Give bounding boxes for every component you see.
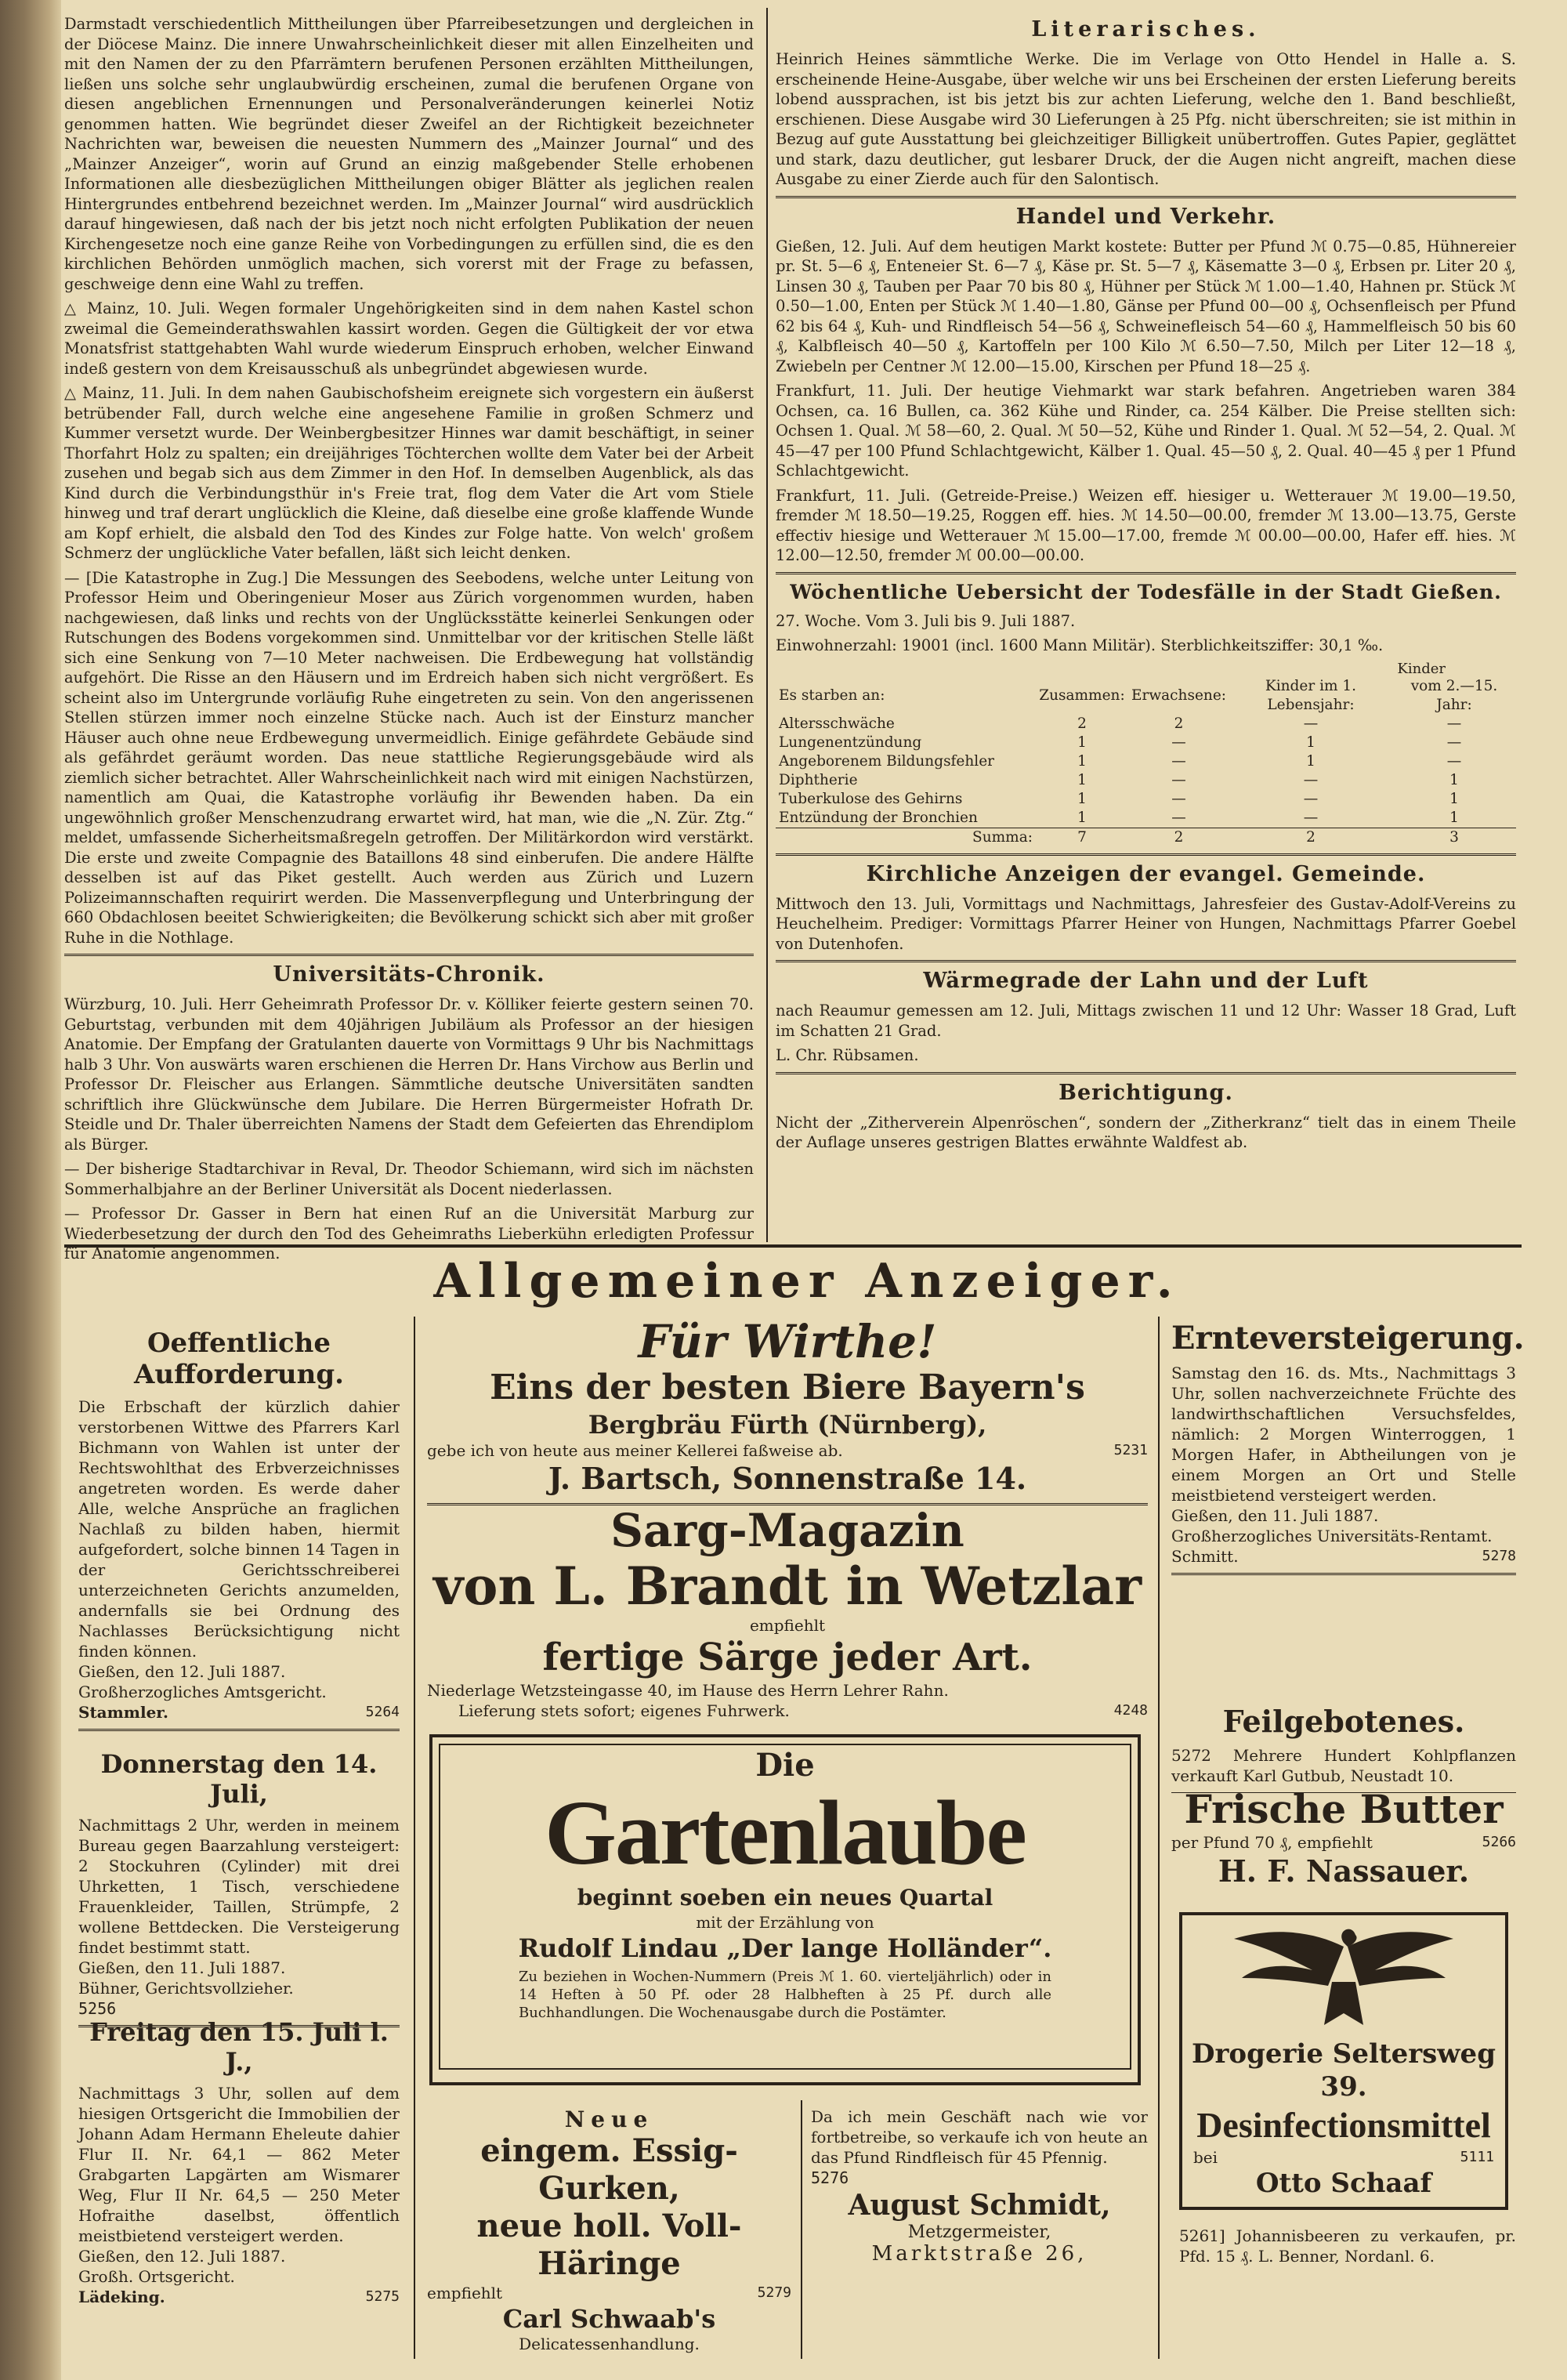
ad-number: 4248 bbox=[1113, 1702, 1148, 1719]
ad-date: Gießen, den 12. Juli 1887. bbox=[78, 2247, 286, 2266]
tod-population: Einwohnerzahl: 19001 (incl. 1600 Mann Militär). Sterblichkeitsziffer: 30,1 ‰. bbox=[776, 636, 1384, 654]
ad-title: Donnerstag den 14. Juli, bbox=[100, 1749, 378, 1809]
ad-number: 5264 bbox=[365, 1704, 400, 1720]
table-cell: Tuberkulose des Gehirns bbox=[779, 790, 963, 807]
ad-bei: bei bbox=[1193, 2148, 1218, 2167]
ad-title: Freitag den 15. Juli l. J., bbox=[89, 2017, 389, 2077]
ad-sign: Stammler. bbox=[78, 1703, 168, 1722]
table-cell: 2 bbox=[1174, 715, 1184, 732]
ad-text: empfiehlt bbox=[749, 1616, 826, 1635]
ad-number: 5266 bbox=[1482, 1834, 1516, 1850]
table-cell: 2 bbox=[1077, 715, 1087, 732]
lit-paragraph: Heinrich Heines sämmtliche Werke. Die im Verlage von Otto Hendel in Halle a. S. erscheinende Heine-Ausgabe, über welche wir uns bei Erscheinen der ersten Lieferung bereits lobend aussprachen, ist bis jetzt bis zur achten Lieferung, welche den 1. Band beschließt, erschienen. Diese Ausgabe wird 30 Lieferungen à 25 Pfg. nicht überschreiten; sie ist mithin in Bezug auf gute Ausstattung bei gleichzeitiger Billigkeit unübertroffen. Gutes Papier, geglättet und stark, dazu deutlicher, gut lesbarer Druck, der die Augen nicht angreift, machen diese Ausgabe zu einer Zierde auch für den Salontisch. bbox=[776, 50, 1516, 188]
ad-title: Sarg-Magazin bbox=[610, 1504, 964, 1557]
ad-sign: Lädeking. bbox=[78, 2288, 165, 2306]
ad-oeffentliche-aufforderung bbox=[78, 1324, 400, 1737]
handel-paragraph: Gießen, 12. Juli. Auf dem heutigen Markt kostete: Butter per Pfund ℳ 0.75—0.85, Hühnereier pr. St. 5—6 ₰, Enteneier St. 6—7 ₰, Käse pr. St. 5—7 ₰, Käsematte 3—0 ₰, Erbsen pr. Liter 20 ₰, Linsen 30 ₰, Tauben per Paar 70 bis 80 ₰, Hühner per Stück ℳ 1.00—1.40, Hahnen pr. Stück ℳ 0.50—1.00, Enten per Stück ℳ 1.40—1.80, Gänse per Pfund 00—00 ₰, Ochsenfleisch per Pfund 62 bis 64 ₰, Kuh- und Rindfleisch 54—56 ₰, Schweinefleisch 54—60 ₰, Hammelfleisch 50 bis 60 ₰, Kalbfleisch 40—50 ₰, Kartoffeln per 100 Kilo ℳ 6.50—7.50, Milch per Liter 12—18 ₰, Zwiebeln per Centner ℳ 12.00—15.00, Kirschen per Pfund 18—25 ₰. bbox=[776, 237, 1516, 375]
ad-number: 5279 bbox=[757, 2284, 791, 2301]
table-header-cell: Es starben an: bbox=[779, 686, 885, 704]
tod-kinder-label: Kinder bbox=[1397, 660, 1446, 677]
ad-text: 5261] Johannisbeeren zu verkaufen, pr. Pfd. 15 ₰. L. Benner, Nordanl. 6. bbox=[1179, 2226, 1516, 2266]
table-cell: 1 bbox=[1449, 771, 1459, 788]
table-row bbox=[776, 752, 1516, 771]
bericht-paragraph: Nicht der „Zitherverein Alpenröschen“, sondern der „Zitherkranz“ tielt das in einem Theile der Auflage unseres gestrigen Blattes erwähnte Waldfest ab. bbox=[776, 1113, 1516, 1151]
table-cell: — bbox=[1303, 790, 1319, 807]
table-cell: — bbox=[1171, 752, 1186, 770]
column-divider bbox=[414, 1317, 415, 2359]
ad-text: Zu beziehen in Wochen-Nummern (Preis ℳ 1. 60. vierteljährlich) oder in 14 Heften à 50 Pf. oder 28 Halbheften à 25 Pf. durch alle Buchhandlungen. Die Wochenausgabe durch die Postämter. bbox=[519, 1969, 1051, 2021]
ad-johannisbeeren bbox=[1179, 2226, 1516, 2266]
table-cell: — bbox=[1303, 715, 1319, 732]
ad-sign-line bbox=[1171, 1546, 1516, 1567]
table-cell: 3 bbox=[1449, 828, 1459, 846]
ad-sign: J. Bartsch, Sonnenstraße 14. bbox=[548, 1461, 1027, 1496]
ad-text-line bbox=[1171, 1832, 1516, 1853]
table-header-cell: vom 2.—15. Jahr: bbox=[1410, 677, 1498, 713]
table-cell: 1 bbox=[1077, 771, 1087, 788]
ad-headline: Rudolf Lindau „Der lange Holländer“. bbox=[518, 1933, 1052, 1963]
ad-sign: Carl Schwaab's bbox=[502, 2304, 716, 2334]
table-cell: Diphtherie bbox=[779, 771, 858, 788]
kirch-paragraph: Mittwoch den 13. Juli, Vormittags und Nachmittags, Jahresfeier des Gustav-Adolf-Vereins zu Heuchelheim. Prediger: Vormittags Pfarrer Heiner von Hungen, Nachmittags Pfarrer Goebel von Dutenhofen. bbox=[776, 894, 1516, 953]
table-header-cell: Kinder im 1. Lebensjahr: bbox=[1265, 677, 1357, 713]
handel-section-title: Handel und Verkehr. bbox=[1015, 204, 1276, 229]
table-header-cell: Zusammen: bbox=[1039, 686, 1125, 704]
table-cell: 1 bbox=[1449, 809, 1459, 826]
handel-paragraph: Frankfurt, 11. Juli. Der heutige Viehmarkt war stark befahren. Angetrieben waren 384 Ochsen, ca. 16 Bullen, ca. 362 Kühe und Rinder, ca. 254 Kälber. Die Preise stellten sich: Ochsen 1. Qual. ℳ 58—60, 2. Qual. ℳ 50—52, Kühe und Rinder 1. Qual. ℳ 52—54, 2. Qual. ℳ 45—47 per 100 Pfund Schlachtgewicht, Kälber 1. Qual. 45—50 ₰, 2. Qual. 40—45 ₰ per 1 Pfund Schlachtgewicht. bbox=[776, 382, 1516, 480]
table-cell: 7 bbox=[1077, 828, 1087, 846]
table-cell: — bbox=[1171, 771, 1186, 788]
ad-text-line bbox=[427, 1440, 1148, 1461]
table-cell: Lungenentzündung bbox=[779, 734, 922, 751]
ad-text: Die Erbschaft der kürzlich dahier verstorbenen Wittwe des Pfarrers Karl Bichmann von Wahlen ist unter der Rechtswohlthat des Erbverzeichnisses angetreten worden. Es werde daher Alle, welche Ansprüche an fraglichen Nachlaß zu bilden haben, hiermit aufgefordert, solche binnen 14 Tagen in der Gerichtsschreiberei unterzeichneten Gerichts anzumelden, andernfalls sie bei Ordnung des Nachlasses Berücksichtigung nicht finden können. bbox=[78, 1397, 400, 1661]
uni-paragraph: Würzburg, 10. Juli. Herr Geheimrath Professor Dr. v. Kölliker feierte gestern seinen 70. Geburtstag, verbunden mit dem 40jährigen Jubiläum als Professor an der hiesigen Anatomie. Der Empfang der Gratulanten dauerte von Vormittags 9 Uhr bis Nachmittags halb 3 Uhr. Von auswärts waren erschienen die Herren Dr. Hans Virchow aus Berlin und Professor Dr. Fleischer aus Erlangen. Sämmtliche deutsche Universitäten sandten schriftlich ihre Glückwünsche dem Jubilare. Die Herren Bürgermeister Hofrath Dr. Steidle und Dr. Thaler überreichten Namens der Stadt dem Gefeierten das Ehrendiplom als Bürger. bbox=[64, 995, 754, 1154]
ad-number: 5256 bbox=[78, 1999, 117, 2018]
table-cell: 1 bbox=[1306, 752, 1315, 770]
section-divider bbox=[776, 196, 1516, 198]
ad-versteigerung-freitag bbox=[78, 2014, 400, 2307]
table-sum-row bbox=[776, 828, 1516, 847]
section-divider bbox=[64, 954, 754, 956]
table-cell: Altersschwäche bbox=[779, 715, 895, 732]
ad-date: Gießen, den 11. Juli 1887. bbox=[1171, 1506, 1379, 1525]
uni-paragraph: — Professor Dr. Gasser in Bern hat einen Ruf an die Universität Marburg zur Wiederbesetzung der durch den Tod des Geheimraths Lieberkühn erledigten Professur für Anatomie angenommen. bbox=[64, 1204, 754, 1262]
section-divider bbox=[776, 960, 1516, 962]
ad-sign: Bühner, Gerichtsvollzieher. bbox=[78, 1979, 294, 1998]
ad-text: Niederlage Wetzsteingasse 40, im Hause des Herrn Lehrer Rahn. bbox=[427, 1681, 949, 1700]
ad-text: Metzgermeister, bbox=[907, 2222, 1051, 2242]
table-cell: — bbox=[1446, 734, 1462, 751]
ad-text-line bbox=[427, 1701, 1148, 1721]
column-divider bbox=[766, 8, 768, 1242]
table-cell: — bbox=[1446, 752, 1462, 770]
ad-headline: Eins der besten Biere Bayern's bbox=[490, 1368, 1085, 1407]
news-paragraph: Darmstadt verschiedentlich Mittheilungen über Pfarreibesetzungen und dergleichen in der Diöcese Mainz. Die innere Unwahrscheinlichkeit dieser mit allen Einzelheiten und mit den Namen der zu den Pfarrämtern berufenen Personen erzählten Mittheilungen, ließen uns solche sehr unglaubwürdig erscheinen, zumal die berufenen Organe von diesen angeblichen Ernennungen und Personalveränderungen keinerlei Notiz genommen hatten. Wie begründet dieser Zweifel an der Richtigkeit bezeichneter Nachrichten war, beweisen die neuesten Nummern des „Mainzer Journal“ und des „Mainzer Anzeiger“, worin auf Grund an einzig maßgebender Stelle erhobenen Informationen alle diesbezüglichen Mittheilungen obiger Blätter als jeglichen realen Hintergrundes entbehrend bezeichnet werden. Im „Mainzer Journal“ wird ausdrücklich darauf hingewiesen, daß nach der bis jetzt noch nicht erfolgten Publikation der neuen Kirchengesetze noch eine ganze Reihe von Vorbedingungen zu erfüllen sind, die es den kirchlichen Behörden unmöglich machen, sich vorerst mit der Frage zu befassen, geschweige denn eine Wahl zu treffen. bbox=[64, 15, 754, 293]
ad-divider bbox=[78, 1729, 400, 1731]
ad-text: Lieferung stets sofort; eigenes Fuhrwerk. bbox=[458, 1701, 790, 1720]
ad-text: Marktstraße 26, bbox=[871, 2242, 1087, 2266]
ad-feilgebotenes bbox=[1171, 1701, 1516, 1799]
ad-text: Nachmittags 2 Uhr, werden in meinem Bureau gegen Baarzahlung versteigert: 2 Stockuhren (Cylinder) mit drei Uhrketten, 1 Tisch, verschiedene Frauenkleider, Taillen, Strümpfe, 2 wollene Bettdecken. Die Versteigerung findet bestimmt statt. bbox=[78, 1816, 400, 1957]
ad-fuer-wirthe bbox=[427, 1317, 1148, 1512]
table-cell: 1 bbox=[1077, 809, 1087, 826]
mortality-table bbox=[776, 677, 1516, 847]
ad-title: Neue bbox=[564, 2106, 654, 2132]
ad-divider bbox=[1171, 1573, 1516, 1575]
table-row bbox=[776, 771, 1516, 790]
uni-section-title: Universitäts-Chronik. bbox=[273, 962, 545, 987]
table-cell: 1 bbox=[1077, 752, 1087, 770]
tod-section-title: Wöchentliche Uebersicht der Todesfälle in der Stadt Gießen. bbox=[790, 580, 1502, 603]
section-divider bbox=[776, 572, 1516, 574]
ad-text-line bbox=[1182, 2147, 1505, 2168]
ad-august-schmidt bbox=[811, 2106, 1148, 2266]
ad-headline: eingem. Essig-Gurken, bbox=[480, 2132, 738, 2207]
ad-title: Drogerie Seltersweg 39. bbox=[1192, 2038, 1496, 2103]
ad-text: per Pfund 70 ₰, empfiehlt bbox=[1171, 1833, 1373, 1852]
table-cell: Entzündung der Bronchien bbox=[779, 809, 978, 826]
ad-number: 5278 bbox=[1482, 1548, 1516, 1564]
news-paragraph: △ Mainz, 10. Juli. Wegen formaler Ungehörigkeiten sind in dem nahen Kastel schon zweimal die Gemeinderathswahlen kassirt worden. Gegen die Gültigkeit der vor etwa Monatsfrist stattgehabten Wahl wurde wiederum Einspruch erhoben, welcher Einwand indeß gestern von dem Kreisausschuß als unbegründet abgewiesen wurde. bbox=[64, 299, 754, 378]
handel-paragraph: Frankfurt, 11. Juli. (Getreide-Preise.) Weizen eff. hiesiger u. Wetterauer ℳ 19.00—19.50, fremder ℳ 18.50—19.25, Roggen eff. hies. ℳ 14.50—00.00, fremder ℳ 13.00—13.75, Gerste effectiv hiesige und Wetterauer ℳ 15.00—17.00, fremde ℳ 00.00—00.00, Hafer eff. hies. ℳ 12.00—12.50, fremder ℳ 00.00—00.00. bbox=[776, 486, 1516, 564]
table-cell: 1 bbox=[1306, 734, 1315, 751]
ad-drogerie[interactable] bbox=[1179, 1912, 1508, 2210]
lit-section-title: Literarisches. bbox=[1031, 17, 1261, 42]
table-row bbox=[776, 734, 1516, 752]
ad-inner-frame bbox=[439, 1744, 1131, 2070]
ad-text: Nachmittags 3 Uhr, sollen auf dem hiesigen Ortsgericht die Immobilien der Johann Adam Hermann Eheleute dahier Flur II. Nr. 64,1 — 862 Meter Grabgarten Lapgärten am Wismarer Weg, Flur II Nr. 64,5 — 250 Meter Hofraithe daselbst, öffentlich meistbietend versteigert werden. bbox=[78, 2084, 400, 2245]
anzeiger-top-rule bbox=[64, 1244, 1522, 1248]
ad-subline: neue holl. Voll-Häringe bbox=[476, 2208, 742, 2282]
ad-text: Da ich mein Geschäft nach wie vor fortbetreibe, so verkaufe ich von heute an das Pfund Rindfleisch für 45 Pfennig. bbox=[811, 2107, 1148, 2167]
table-cell: 2 bbox=[1174, 828, 1184, 846]
waerme-section-title: Wärmegrade der Lahn und der Luft bbox=[923, 969, 1369, 993]
ad-text: empfiehlt bbox=[427, 2284, 503, 2302]
ad-number: 5231 bbox=[1113, 1442, 1148, 1458]
ad-text: Samstag den 16. ds. Mts., Nachmittags 3 Uhr, sollen nachverzeichnete Früchte des landwirthschaftlichen Versuchsfeldes, nämlich: 2 Morgen Winterroggen, 1 Morgen Hafer, in Abtheilungen von je einem Morgen an Ort und Stelle meistbietend versteigert werden. bbox=[1171, 1364, 1516, 1505]
ad-neue-gurken bbox=[427, 2106, 791, 2353]
news-paragraph: △ Mainz, 11. Juli. In dem nahen Gaubischofsheim ereignete sich vorgestern ein äußerst betrübender Fall, durch welche eine angesehene Familie in großen Schmerz und Kummer versetzt wurde. Der Weinbergbesitzer Hinnes war damit beschäftigt, in seiner Thorfahrt Holz zu spalten; ein dreijähriges Töchterchen wollte dem Vater bei der Arbeit zusehen und begab sich aus dem Zimmer in den Hof. In demselben Augenblick, als das Kind durch die Verbindungsthür in's Freie trat, flog dem Vater die Art vom Stiele hinweg und traf derart unglücklich die Kleine, daß dieselbe eine große klaffende Wunde am Kopf erhielt, die alsbald den Tod des Kindes zur Folge hatte. Von welch' großem Schmerz der unglückliche Vater befallen, läßt sich leicht denken. bbox=[64, 384, 754, 562]
table-cell: — bbox=[1171, 809, 1186, 826]
ad-text: gebe ich von heute aus meiner Kellerei faßweise ab. bbox=[427, 1441, 843, 1460]
ad-gartenlaube[interactable] bbox=[429, 1734, 1141, 2085]
ad-title: Ernteversteigerung. bbox=[1171, 1320, 1525, 1357]
ad-title: Frische Butter bbox=[1184, 1786, 1504, 1832]
section-divider bbox=[776, 853, 1516, 856]
table-cell: Summa: bbox=[972, 828, 1033, 846]
book-binding bbox=[0, 0, 61, 2380]
table-cell: Angeborenem Bildungsfehler bbox=[779, 752, 994, 770]
uni-paragraph: — Der bisherige Stadtarchivar in Reval, Dr. Theodor Schiemann, wird sich im nächsten Sommerhalbjahre an der Berliner Universität als Docent niederlassen. bbox=[64, 1160, 754, 1198]
ad-org: Großh. Ortsgericht. bbox=[78, 2267, 235, 2286]
ad-die: Die bbox=[755, 1747, 815, 1784]
ad-title: Gartenlaube bbox=[545, 1781, 1026, 1884]
ad-number: 5275 bbox=[365, 2288, 400, 2305]
table-cell: — bbox=[1171, 734, 1186, 751]
news-paragraph: — [Die Katastrophe in Zug.] Die Messungen des Seebodens, welche unter Leitung von Professor Heim und Oberingenieur Moser aus Zürich vorgenommen wurden, haben nachgewiesen, daß links und rechts von der Unglücksstätte keinerlei Senkungen oder Rutschungen des Bodens vorgekommen sind. Unmittelbar vor der kritischen Stelle läßt sich eine Senkung von 7—10 Meter nachweisen. Die Erdbewegung hat vollständig aufgehört. Die Risse an den Häusern und im Erdreich haben sich nicht vergrößert. Es scheint also im Untergrunde vorläufig Ruhe eingetreten zu sein. Von den angerissenen Stellen stürzen immer noch einzelne Stücke nach. Auch ist der Einsturz mancher Häuser auch ohne neue Erdbewegung unvermeidlich. Einige gefährdete Gebäude sind als gefährdet geräumt worden. Das neue stattliche Regierungsgebäude wird als ziemlich sicher betrachtet. Aller Wahrscheinlichkeit nach wird mit einigen Nachstürzen, namentlich am Quai, die Katastrophe vorläufig ihr Bewenden haben. Da ein ungewöhnlich großer Menschenzudrang erwartet wird, hat man, wie die „N. Zür. Ztg.“ meldet, umfassende Sicherheitsmaßregeln getroffen. Der Militärkordon wird verstärkt. Die erste und zweite Compagnie des Bataillons 48 sind einberufen. Die andere Hälfte desselben ist auf das Piket gestellt. Auch werden aus Zürich und Luzern Polizeimannschaften requirirt werden. Die Massenverpflegung und Unterbringung der 660 Obdachlosen beeitet Schwierigkeiten; die Bevölkerung schickt sich aber mit großer Ruhe in die Nothlage. bbox=[64, 568, 754, 947]
waerme-paragraph: nach Reaumur gemessen am 12. Juli, Mittags zwischen 11 und 12 Uhr: Wasser 18 Grad, Luft im Schatten 21 Grad. bbox=[776, 1002, 1516, 1040]
table-row bbox=[776, 790, 1516, 809]
ad-subline: Bergbräu Fürth (Nürnberg), bbox=[588, 1410, 987, 1440]
ad-sarg-magazin bbox=[427, 1505, 1148, 1721]
ad-sign: H. F. Nassauer. bbox=[1218, 1853, 1470, 1889]
ad-sign: August Schmidt, bbox=[848, 2189, 1111, 2222]
bericht-section-title: Berichtigung. bbox=[1059, 1080, 1233, 1105]
table-cell: — bbox=[1171, 790, 1186, 807]
ad-versteigerung-donnerstag bbox=[78, 1746, 400, 2034]
table-cell: — bbox=[1446, 715, 1462, 732]
table-header-cell: Erwachsene: bbox=[1131, 686, 1226, 704]
ad-number: 5111 bbox=[1460, 2149, 1494, 2165]
ad-sign-line bbox=[78, 1702, 400, 1723]
column-divider bbox=[1158, 1317, 1160, 2359]
right-news-column bbox=[776, 14, 1516, 1241]
table-cell: — bbox=[1303, 771, 1319, 788]
ad-text: 5272 Mehrere Hundert Kohlpflanzen verkauft Karl Gutbub, Neustadt 10. bbox=[1171, 1746, 1516, 1785]
table-header-row bbox=[776, 677, 1516, 715]
waerme-sign: L. Chr. Rübsamen. bbox=[776, 1046, 919, 1064]
table-row bbox=[776, 809, 1516, 828]
table-cell: — bbox=[1303, 809, 1319, 826]
table-row bbox=[776, 715, 1516, 734]
ad-number: 5276 bbox=[811, 2168, 849, 2187]
ad-org: Großherzogliches Amtsgericht. bbox=[78, 1683, 327, 1701]
column-divider bbox=[801, 2100, 802, 2359]
ad-title: Für Wirthe! bbox=[638, 1315, 937, 1368]
ad-headline: Desinfectionsmittel bbox=[1196, 2105, 1491, 2145]
ad-text: mit der Erzählung von bbox=[696, 1913, 874, 1932]
anzeiger-title: Allgemeiner Anzeiger. bbox=[433, 1254, 1181, 1309]
ad-sign: Schmitt. bbox=[1171, 1547, 1239, 1566]
table-cell: 1 bbox=[1077, 790, 1087, 807]
ad-org: Großherzogliches Universitäts-Rentamt. bbox=[1171, 1527, 1493, 1545]
left-news-column bbox=[64, 14, 754, 1262]
ad-ernteversteigerung bbox=[1171, 1317, 1525, 1581]
table-cell: 2 bbox=[1306, 828, 1315, 846]
tod-week: 27. Woche. Vom 3. Juli bis 9. Juli 1887. bbox=[776, 611, 1076, 630]
ad-title: Feilgebotenes. bbox=[1222, 1704, 1465, 1739]
ad-frische-butter bbox=[1171, 1787, 1516, 1890]
ad-sign: Otto Schaaf bbox=[1255, 2168, 1432, 2199]
ad-text-line bbox=[427, 2283, 791, 2303]
ad-subline: fertige Särge jeder Art. bbox=[542, 1636, 1033, 1679]
ad-subline: beginnt soeben ein neues Quartal bbox=[577, 1885, 993, 1911]
ad-headline: von L. Brandt in Wetzlar bbox=[433, 1556, 1142, 1617]
ad-date: Gießen, den 11. Juli 1887. bbox=[78, 1958, 286, 1977]
eagle-icon bbox=[1226, 1915, 1461, 2033]
ad-text: Delicatessenhandlung. bbox=[519, 2335, 700, 2353]
kirch-section-title: Kirchliche Anzeigen der evangel. Gemeinde. bbox=[866, 861, 1426, 886]
table-cell: 1 bbox=[1449, 790, 1459, 807]
ad-title: Oeffentliche Aufforderung. bbox=[134, 1328, 344, 1390]
table-cell: 1 bbox=[1077, 734, 1087, 751]
section-divider bbox=[776, 1072, 1516, 1074]
ad-date: Gießen, den 12. Juli 1887. bbox=[78, 1662, 286, 1681]
ad-sign-line bbox=[78, 2287, 400, 2307]
